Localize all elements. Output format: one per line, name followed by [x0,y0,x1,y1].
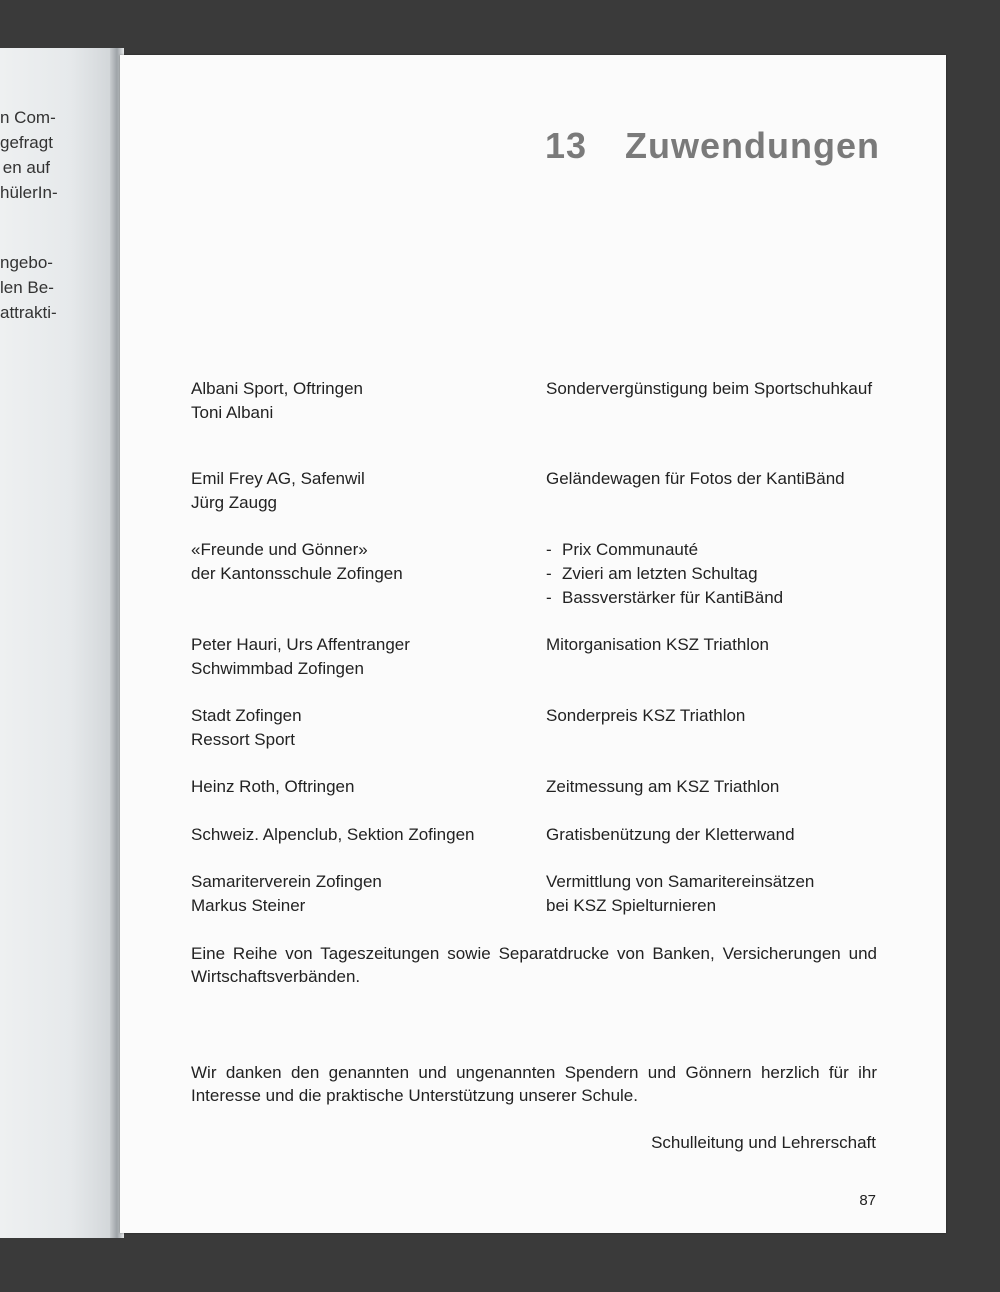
left-line: len Be- [0,278,54,297]
left-page-text-block-2 [0,250,118,325]
chapter-heading [545,125,880,167]
gift-line: Mitorganisation KSZ Triathlon [546,635,769,654]
donor-line: Heinz Roth, Oftringen [191,777,355,796]
gift [546,377,891,401]
left-line: n Com- [0,108,56,127]
left-line: ngebo- [0,253,53,272]
chapter-number: 13 [544,125,588,166]
chapter-title: Zuwendungen [625,125,880,166]
donor [191,633,531,681]
gift [546,775,891,799]
donor-line: Samariterverein Zofingen [191,872,382,891]
left-line: gefragt [0,133,53,152]
donor-line: Ressort Sport [191,730,295,749]
donor-line: Emil Frey AG, Safenwil [191,469,365,488]
gift-line: Gratisbenützung der Kletterwand [546,825,795,844]
gift-line: Sonderpreis KSZ Triathlon [546,706,746,725]
gift-list-item: - Bassverstärker für KantiBänd [546,586,891,610]
donor-line: Peter Hauri, Urs Affentranger [191,635,410,654]
left-page [0,48,118,1238]
donor-line: Schweiz. Alpenclub, Sektion Zofingen [191,825,475,844]
gift [546,704,891,728]
left-page-text-block-1 [0,105,118,205]
gift-line: bei KSZ Spielturnieren [546,896,717,915]
left-line: en auf [2,158,50,177]
paragraph-thanks: Wir danken den genannten und ungenannten Spendern und Gönnern herzlich für ihr Interesse und die praktische Unterstützung unserer Schule. [191,1063,877,1105]
left-line: attrakti- [0,303,57,322]
donor-line: Stadt Zofingen [191,706,302,725]
gift [546,467,891,491]
donor [191,467,531,515]
donor-line: Jürg Zaugg [191,493,277,512]
right-page [120,55,946,1233]
signature: Schulleitung und Lehrerschaft [651,1133,876,1152]
gift-line: Zeitmessung am KSZ Triathlon [546,777,780,796]
donor [191,823,531,847]
paragraph-press: Eine Reihe von Tageszeitungen sowie Separatdrucke von Banken, Versicherungen und Wirtschaftsverbänden. [191,944,877,986]
donor [191,870,531,918]
donor-line: Albani Sport, Oftringen [191,379,363,398]
donor-line: Schwimmbad Zofingen [191,659,364,678]
gift-line: Vermittlung von Samaritereinsätzen [546,872,815,891]
gift [546,823,891,847]
gift [546,870,891,918]
donor-line: «Freunde und Gönner» [191,540,368,559]
gift [546,633,891,657]
left-line: hülerIn- [0,183,58,202]
donor-line: der Kantonsschule Zofingen [191,564,403,583]
donor [191,704,531,752]
gift-line: Geländewagen für Fotos der KantiBänd [546,469,845,488]
donor-line: Markus Steiner [191,896,306,915]
page-number: 87 [859,1192,876,1209]
donor [191,775,531,799]
gift-line: Sondervergünstigung beim Sportschuhkauf [546,379,873,398]
donor-line: Toni Albani [191,403,274,422]
gift-list-item: - Zvieri am letzten Schultag [546,562,891,586]
gift-list [546,538,891,610]
donor [191,377,531,425]
donor [191,538,531,586]
gift-list-item: - Prix Communauté [546,538,891,562]
